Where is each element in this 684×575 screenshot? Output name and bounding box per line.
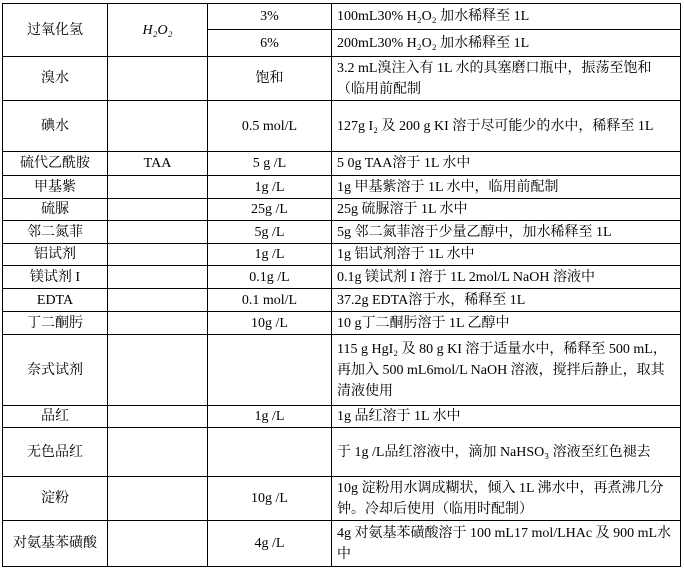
- reagent-formula: [108, 406, 208, 428]
- reagent-name: EDTA: [3, 289, 108, 312]
- reagent-concentration: 1g /L: [208, 406, 332, 428]
- reagent-name: 邻二氮菲: [3, 221, 108, 244]
- reagent-preparation: 4g 对氨基苯磺酸溶于 100 mL17 mol/LHAc 及 900 mL水中: [332, 521, 681, 567]
- reagent-concentration: [208, 428, 332, 477]
- reagent-concentration: 3%: [208, 4, 332, 30]
- table-row: [3, 57, 681, 101]
- reagent-concentration: 10g /L: [208, 477, 332, 521]
- reagent-concentration: 1g /L: [208, 176, 332, 199]
- reagent-preparation: 115 g HgI₂ 及 80 g KI 溶于适量水中，稀释至 500 mL，再加入 500 mL6mol/L NaOH 溶液，搅拌后静止，取其清液使用: [332, 335, 681, 406]
- reagent-preparation: 200mL30% H₂O₂ 加水稀释至 1L: [332, 30, 681, 57]
- table-row: [3, 428, 681, 477]
- reagent-concentration: 5 g /L: [208, 152, 332, 176]
- reagent-name: 奈式试剂: [3, 335, 108, 406]
- table-row: [3, 312, 681, 335]
- reagent-concentration: [208, 335, 332, 406]
- table-row: [3, 244, 681, 266]
- reagent-formula: [108, 176, 208, 199]
- reagent-formula: [108, 199, 208, 221]
- table-row: [3, 152, 681, 176]
- reagent-preparation: 1g 铝试剂溶于 1L 水中: [332, 244, 681, 266]
- reagent-preparation: 25g 硫脲溶于 1L 水中: [332, 199, 681, 221]
- reagent-preparation: 37.2g EDTA溶于水，稀释至 1L: [332, 289, 681, 312]
- reagent-name: 硫代乙酰胺: [3, 152, 108, 176]
- table-row: [3, 289, 681, 312]
- table-row: [3, 335, 681, 406]
- reagent-name: 淀粉: [3, 477, 108, 521]
- reagent-name: 硫脲: [3, 199, 108, 221]
- table-row: [3, 101, 681, 152]
- reagent-table: [2, 3, 681, 567]
- reagent-preparation: 1g 品红溶于 1L 水中: [332, 406, 681, 428]
- reagent-preparation: 10g 淀粉用水调成糊状，倾入 1L 沸水中，再煮沸几分钟。冷却后使用（临用时配制）: [332, 477, 681, 521]
- reagent-formula: [108, 521, 208, 567]
- reagent-concentration: 饱和: [208, 57, 332, 101]
- reagent-preparation: 10 g丁二酮肟溶于 1L 乙醇中: [332, 312, 681, 335]
- reagent-formula: [108, 477, 208, 521]
- reagent-name: 溴水: [3, 57, 108, 101]
- reagent-concentration: 0.1g /L: [208, 266, 332, 289]
- reagent-preparation: 100mL30% H₂O₂ 加水稀释至 1L: [332, 4, 681, 30]
- reagent-formula: [108, 266, 208, 289]
- reagent-concentration: 1g /L: [208, 244, 332, 266]
- reagent-name: 镁试剂 I: [3, 266, 108, 289]
- reagent-name: 丁二酮肟: [3, 312, 108, 335]
- reagent-concentration: 0.5 mol/L: [208, 101, 332, 152]
- reagent-formula: [108, 57, 208, 101]
- reagent-concentration: 25g /L: [208, 199, 332, 221]
- reagent-preparation: 5g 邻二氮菲溶于少量乙醇中，加水稀释至 1L: [332, 221, 681, 244]
- reagent-formula: H₂O₂: [108, 4, 208, 57]
- reagent-concentration: 5g /L: [208, 221, 332, 244]
- reagent-preparation: 1g 甲基紫溶于 1L 水中，临用前配制: [332, 176, 681, 199]
- table-row: [3, 221, 681, 244]
- reagent-formula: [108, 335, 208, 406]
- reagent-formula: [108, 221, 208, 244]
- reagent-concentration: 10g /L: [208, 312, 332, 335]
- reagent-formula: [108, 244, 208, 266]
- reagent-formula: [108, 289, 208, 312]
- reagent-formula: [108, 312, 208, 335]
- reagent-preparation: 127g I₂ 及 200 g KI 溶于尽可能少的水中，稀释至 1L: [332, 101, 681, 152]
- reagent-preparation: 5 0g TAA溶于 1L 水中: [332, 152, 681, 176]
- reagent-formula: TAA: [108, 152, 208, 176]
- table-row: [3, 521, 681, 567]
- reagent-name: 碘水: [3, 101, 108, 152]
- reagent-formula: [108, 428, 208, 477]
- reagent-preparation: 于 1g /L品红溶液中，滴加 NaHSO₃ 溶液至红色褪去: [332, 428, 681, 477]
- reagent-formula: [108, 101, 208, 152]
- reagent-name: 无色品红: [3, 428, 108, 477]
- reagent-name: 品红: [3, 406, 108, 428]
- reagent-name: 过氧化氢: [3, 4, 108, 57]
- reagent-preparation: 0.1g 镁试剂 I 溶于 1L 2mol/L NaOH 溶液中: [332, 266, 681, 289]
- table-row: [3, 176, 681, 199]
- reagent-concentration: 6%: [208, 30, 332, 57]
- reagent-name: 铝试剂: [3, 244, 108, 266]
- table-row: [3, 199, 681, 221]
- table-row: [3, 406, 681, 428]
- reagent-concentration: 0.1 mol/L: [208, 289, 332, 312]
- reagent-name: 对氨基苯磺酸: [3, 521, 108, 567]
- reagent-preparation: 3.2 mL溴注入有 1L 水的具塞磨口瓶中，振荡至饱和（临用前配制: [332, 57, 681, 101]
- table-row: [3, 266, 681, 289]
- table-row: [3, 477, 681, 521]
- table-row: [3, 4, 681, 30]
- reagent-concentration: 4g /L: [208, 521, 332, 567]
- reagent-name: 甲基紫: [3, 176, 108, 199]
